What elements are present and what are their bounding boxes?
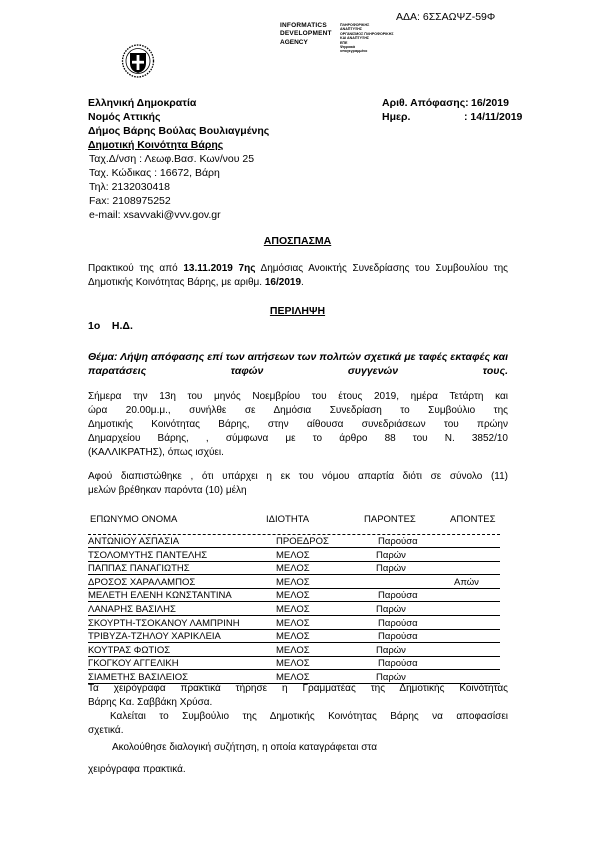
table-row	[88, 563, 508, 577]
table-cell-present: Παρούσα	[378, 658, 418, 670]
footer-line: χειρόγραφα πρακτικά.	[88, 764, 186, 775]
table-cell-role: ΜΕΛΟΣ	[276, 576, 310, 588]
column-header: ΠΑΡΟΝΤΕΣ	[364, 514, 416, 525]
row-divider	[88, 574, 500, 575]
table-cell-name: ΔΡΟΣΟΣ ΧΑΡΑΛΑΜΠΟΣ	[88, 576, 196, 588]
document-title: ΑΠΟΣΠΑΣΜΑ	[263, 235, 332, 247]
row-divider	[88, 656, 500, 657]
table-cell-name: ΛΑΝΑΡΗΣ ΒΑΣΙΛΗΣ	[88, 603, 176, 615]
row-divider	[88, 547, 500, 548]
table-cell-role: ΜΕΛΟΣ	[276, 617, 310, 629]
intro-paragraph: Πρακτικού της από 13.11.2019 7ης Δημόσιας Ανοικτής Συνεδρίασης του Συμβουλίου της Δημοτικής Κοινότητας Βάρης, με αριθμ. 16/2019.	[88, 263, 509, 288]
logo-english-text: INFORMATICS DEVELOPMENT AGENCY	[280, 22, 332, 46]
issuer-line: Νομός Αττικής	[88, 111, 161, 123]
decision-info	[382, 96, 523, 124]
address-line: Ταχ.Δ/νση : Λεωφ.Βασ. Κων/νου 25	[89, 153, 255, 165]
postcode-line: Ταχ. Κώδικας : 16672, Βάρη	[89, 167, 220, 179]
table-cell-role: ΜΕΛΟΣ	[276, 631, 310, 643]
summary-title: ΠΕΡΙΛΗΨΗ	[269, 305, 326, 317]
table-cell-present: Παρούσα	[378, 631, 418, 643]
table-cell-present: Παρών	[376, 603, 406, 615]
table-cell-absent: Απών	[454, 576, 479, 588]
email-line: e-mail: xsavvaki@vvv.gov.gr	[89, 209, 221, 221]
subject: Θέμα: Λήψη απόφασης επί των αιτήσεων των πολιτών σχετικά με ταφές εκταφές και παρατάσεις ταφών συγγενών τους.	[88, 351, 508, 377]
table-cell-role: ΜΕΛΟΣ	[276, 603, 310, 615]
issuer-line: Ελληνική Δημοκρατία	[88, 97, 197, 109]
row-divider	[88, 561, 500, 562]
fax-line: Fax: 2108975252	[89, 195, 171, 207]
row-divider	[88, 669, 500, 670]
table-cell-present: Παρών	[376, 671, 406, 683]
row-divider	[88, 588, 500, 589]
column-header: ΑΠΟΝΤΕΣ	[450, 514, 496, 525]
row-divider	[88, 601, 500, 602]
issuer-line: Δημοτική Κοινότητα Βάρης	[88, 139, 224, 151]
ada-code: ΑΔΑ: 6ΣΣΑΩΨΖ-59Φ	[396, 11, 496, 23]
table-cell-name: ΜΕΛΕΤΗ ΕΛΕΝΗ ΚΩΝΣΤΑΝΤΙΝΑ	[88, 590, 232, 602]
table-cell-role: ΜΕΛΟΣ	[276, 590, 310, 602]
footer-line: Ακολούθησε διαλογική συζήτηση, η οποία καταγράφεται στα	[112, 742, 377, 753]
row-divider	[88, 629, 500, 630]
body-paragraph: Σήμερα την 13η του μηνός Νοεμβρίου του έτους 2019, ημέρα Τετάρτη και ώρα 20.00μ.μ., συνήλθε σε Δημόσια Συνεδρίαση το Συμβούλιο της Δημοτικής Κοινότητας Βάρης, στην αίθουσα συνεδριάσεων του πρώην Δημαρχείου Βάρης, , σύμφωνα με το άρθρο 88 του Ν. 3852/10 (ΚΑΛΛΙΚΡΑΤΗΣ), όπως ισχύει.	[88, 391, 508, 458]
table-row	[88, 536, 508, 550]
phone-line: Τηλ: 2132030418	[89, 181, 170, 193]
table-cell-name: ΣΙΑΜΕΤΗΣ ΒΑΣΙΛΕΙΟΣ	[88, 671, 189, 683]
row-divider	[88, 642, 500, 643]
table-cell-name: ΣΚΟΥΡΤΗ-ΤΣΟΚΑΝΟΥ ΛΑΜΠΡΙΝΗ	[88, 617, 240, 629]
table-cell-present: Παρούσα	[378, 590, 418, 602]
date-label: Ημερ.	[382, 111, 411, 123]
decision-label: Αριθ. Απόφασης:	[382, 97, 469, 109]
issuer-line: Δήμος Βάρης Βούλας Βουλιαγμένης	[88, 125, 270, 137]
decision-date: : 14/11/2019	[464, 111, 523, 123]
quorum-paragraph: Αφού διαπιστώθηκε , ότι υπάρχει η εκ του νόμου απαρτία διότι σε σύνολο (11) μελών βρέθηκαν παρόντα (10) μέλη	[88, 471, 508, 496]
table-cell-role: ΠΡΟΕΔΡΟΣ	[276, 536, 329, 547]
table-cell-present: Παρούσα	[378, 536, 418, 547]
table-header	[88, 514, 508, 528]
logo-greek-text: ΠΛΗΡΟΦΟΡΙΚΗΣ ΑΝΑΠΤΥΞΗΣ ΟΡΓΑΝΙΣΜΟΣ ΠΛΗΡΟΦΟΡΙΚΗΣ ΚΑΙ ΑΝΑΠΤΥΞΗΣ ΕΠΕ Ψηφιακά υπογεγραμμένο	[340, 23, 394, 54]
table-cell-name: ΓΚΟΓΚΟΥ ΑΓΓΕΛΙΚΗ	[88, 658, 179, 670]
column-header: ΙΔΙΟΤΗΤΑ	[266, 514, 310, 525]
table-cell-role: ΜΕΛΟΣ	[276, 563, 310, 575]
table-cell-name: ΚΟΥΤΡΑΣ ΦΩΤΙΟΣ	[88, 644, 171, 656]
table-cell-role: ΜΕΛΟΣ	[276, 644, 310, 656]
table-cell-present: Παρών	[376, 644, 406, 656]
table-cell-role: ΜΕΛΟΣ	[276, 549, 310, 561]
row-divider	[88, 615, 500, 616]
table-cell-role: ΜΕΛΟΣ	[276, 658, 310, 670]
header-divider	[88, 534, 500, 535]
column-header: ΕΠΩΝΥΜΟ ΟΝΟΜΑ	[90, 514, 178, 525]
issuer-block	[88, 96, 269, 222]
table-row	[88, 577, 508, 591]
table-row	[88, 550, 508, 564]
decision-number: 16/2019	[471, 97, 509, 109]
table-cell-name: ΤΣΟΛΟΜΥΤΗΣ ΠΑΝΤΕΛΗΣ	[88, 549, 208, 561]
table-cell-present: Παρών	[376, 549, 406, 561]
attendance-table	[88, 514, 508, 683]
table-row	[88, 590, 508, 604]
footer-paragraph: Τα χειρόγραφα πρακτικά τήρησε η Γραμματέας της Δημοτικής Κοινότητας Βάρης Κα. Σαββάκη Χρύσα. Καλείται το Συμβούλιο της Δημοτικής Κοινότητας Βάρης να αποφασίσει σχετικά.	[88, 683, 508, 736]
greek-emblem-icon	[121, 44, 155, 78]
table-row	[88, 618, 508, 632]
table-row	[88, 631, 508, 645]
meeting-number: 16/2019	[264, 277, 302, 288]
meeting-date: 13.11.2019 7ης	[183, 263, 256, 274]
table-cell-name: ΤΡΙΒΥΖΑ-ΤΖΗΛΟΥ ΧΑΡΙΚΛΕΙΑ	[88, 631, 221, 643]
table-row	[88, 645, 508, 659]
table-cell-name: ΑΝΤΩΝΙΟΥ ΑΣΠΑΣΙΑ	[88, 536, 180, 547]
table-row	[88, 658, 508, 672]
table-cell-name: ΠΑΠΠΑΣ ΠΑΝΑΓΙΩΤΗΣ	[88, 563, 190, 575]
table-cell-present: Παρούσα	[378, 617, 418, 629]
agenda-item: 1ο Η.Δ.	[88, 320, 133, 332]
table-cell-role: ΜΕΛΟΣ	[276, 671, 310, 683]
table-cell-present: Παρών	[376, 563, 406, 575]
table-row	[88, 604, 508, 618]
